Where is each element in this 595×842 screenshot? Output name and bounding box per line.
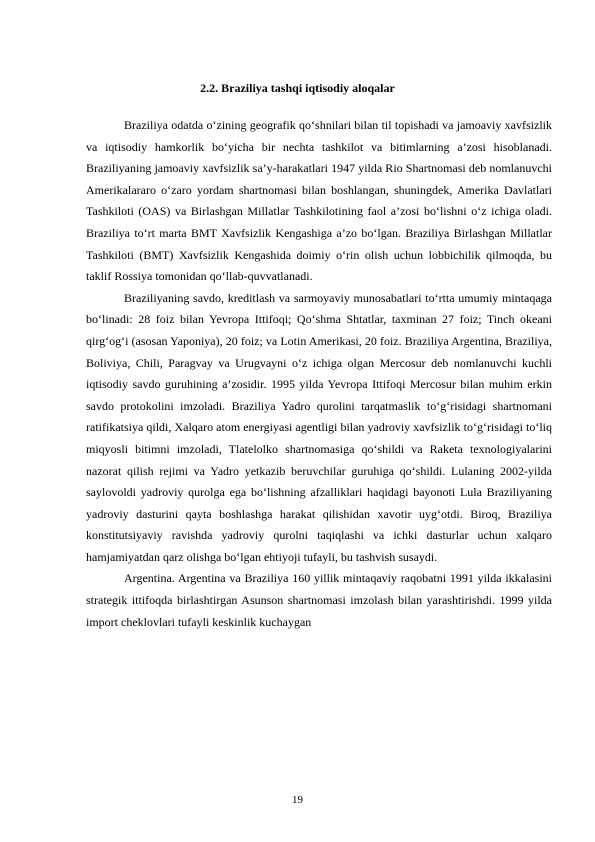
paragraph-3: Argentina. Argentina va Braziliya 160 yillik mintaqaviy raqobatni 1991 yilda ikkalasini strategik ittifoqda birlashtirgan Asunson shartnomasi imzolash bilan yarashtirishdi. 1999 yilda import cheklovlari tufayli keskinlik kuchaygan <box>86 571 552 629</box>
body-text <box>86 115 552 633</box>
paragraph-1: Braziliya odatda o‘zining geografik qo‘shnilari bilan til topishadi va jamoaviy xavfsizlik va iqtisodiy hamkorlik bo‘yicha bir nechta tashkilot va bitimlarning a’zosi hisoblanadi. Braziliyaning jamoaviy xavfsizlik sa’y-harakatlari 1947 yilda Rio Shartnomasi deb nomlanuvchi Amerikalararo o‘zaro yordam shartnomasi bilan boshlangan, shuningdek, Amerika Davlatlari Tashkiloti (OAS) va Birlashgan Millatlar Tashkilotining faol a’zosi bo‘lishni o‘z ichiga oladi. Braziliya to‘rt marta BMT Xavfsizlik Kengashiga a’zo bo‘lgan. Braziliya Birlashgan Millatlar Tashkiloti (BMT) Xavfsizlik Kengashida doimiy o‘rin olish uchun lobbichilik qilmoqda, bu taklif Rossiya tomonidan qo‘llab-quvvatlanadi. <box>86 118 552 284</box>
page-number: 19 <box>292 794 303 806</box>
section-title: 2.2. Braziliya tashqi iqtisodiy aloqalar <box>200 81 395 95</box>
paragraph-2: Braziliyaning savdo, kreditlash va sarmoyaviy munosabatlari to‘rtta umumiy mintaqaga bo‘linadi: 28 foiz bilan Yevropa Ittifoqi; Qo‘shma Shtatlar, taxminan 27 foiz; Tinch okeani qirg‘og‘i (asosan Yaponiya), 20 foiz; va Lotin Amerikasi, 20 foiz. Braziliya Argentina, Braziliya, Boliviya, Chili, Paragvay va Urugvayni o‘z ichiga olgan Mercosur deb nomlanuvchi kuchli iqtisodiy savdo guruhining a’zosidir. 1995 yilda Yevropa Ittifoqi Mercosur bilan muhim erkin savdo protokolini imzoladi. Braziliya Yadro qurolini tarqatmaslik to‘g‘risidagi shartnomani ratifikatsiya qildi, Xalqaro atom energiyasi agentligi bilan yadroviy xavfsizlik to‘g‘risidagi to‘liq miqyosli bitimni imzoladi, Tlatelolko shartnomasiga qo‘shildi va Raketa texnologiyalarini nazorat qilish rejimi va Yadro yetkazib beruvchilar guruhiga qo‘shildi. Lulaning 2002-yilda saylovoldi yadroviy qurolga ega bo‘lishning afzalliklari haqidagi bayonoti Lula Braziliyaning yadroviy dasturini qayta boshlashga harakat qilishidan xavotir uyg‘otdi. Biroq, Braziliya konstitutsiyaviy ravishda yadroviy qurolni taqiqlashi va ichki dasturlar uchun xalqaro hamjamiyatdan qarz olishga bo‘lgan ehtiyoji tufayli, bu tashvish susaydi. <box>86 290 552 564</box>
